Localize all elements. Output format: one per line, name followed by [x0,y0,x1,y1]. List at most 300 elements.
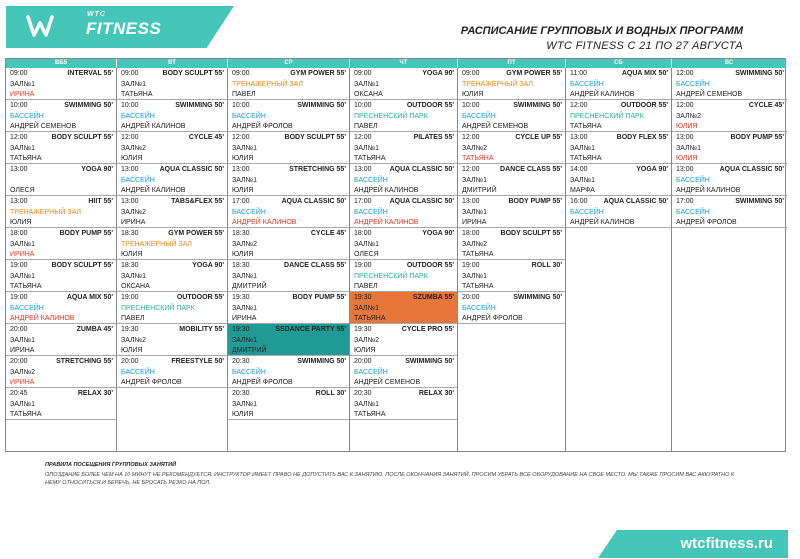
class-name: ZUMBA 45' [76,326,113,333]
class-room: БАССЕЙН [570,208,604,216]
class-name: BODY SCULPT 55' [500,230,562,237]
class-trainer: АНДРЕЙ СЕМЕНОВ [10,123,77,130]
class-time: 10:00 [10,102,28,109]
class-cell[interactable] [228,68,349,100]
class-cell[interactable] [228,196,349,228]
class-trainer: ОКСАНА [121,283,150,290]
class-name: YOGA 90' [636,166,668,173]
class-cell[interactable] [6,324,116,356]
class-name: AQUA CLASSIC 50' [603,198,668,205]
class-room: БАССЕЙН [570,80,604,88]
class-time: 11:00 [570,70,587,77]
class-name: YOGA 90' [192,262,224,269]
class-trainer: ЮЛИЯ [121,347,143,354]
class-cell[interactable] [117,228,227,260]
class-trainer: ОЛЕСЯ [354,251,379,258]
class-room: ЗАЛ№1 [462,272,488,280]
class-trainer: ЮЛИЯ [232,187,254,194]
class-time: 19:00 [10,294,28,301]
class-cell[interactable] [6,68,116,100]
class-room: ЗАЛ№1 [354,240,380,248]
class-name: BODY SCULPT 55' [162,70,224,77]
logo-text-small: WTC [87,11,106,18]
class-room: БАССЕЙН [462,304,496,312]
class-cell[interactable] [566,100,671,132]
class-cell[interactable] [672,164,787,196]
class-room: ЗАЛ№1 [232,304,258,312]
class-time: 13:00 [10,166,28,173]
schedule-grid [5,58,786,452]
class-trainer: АНДРЕЙ ФРОЛОВ [462,315,523,322]
day-column [458,68,566,451]
class-trainer: ЮЛИЯ [354,347,376,354]
class-cell[interactable] [6,292,116,324]
class-room: ЗАЛ№1 [354,400,380,408]
class-time: 20:45 [10,390,28,397]
class-name: BODY PUMP 55' [730,134,784,141]
class-cell[interactable] [672,132,787,164]
class-trainer: ТАТЬЯНА [354,155,386,162]
class-cell[interactable] [350,68,457,100]
class-name: CYCLE 45' [188,134,224,141]
class-room: ЗАЛ№2 [121,336,147,344]
class-trainer: АНДРЕЙ СЕМЕНОВ [354,379,421,386]
class-cell[interactable] [228,100,349,132]
class-room: ЗАЛ№1 [462,176,488,184]
class-name: SWIMMING 50' [513,102,562,109]
website-link[interactable]: wtcfitness.ru [680,535,773,552]
class-trainer: ТАТЬЯНА [10,155,42,162]
class-time: 20:30 [232,390,250,397]
class-room: БАССЕЙН [10,304,44,312]
class-name: RELAX 30' [77,390,113,397]
class-trainer: ТАТЬЯНА [462,251,494,258]
class-time: 19:30 [354,326,372,333]
class-cell[interactable] [350,228,457,260]
class-time: 19:30 [354,294,372,301]
class-time: 12:00 [462,166,480,173]
class-cell[interactable] [228,292,349,324]
class-trainer: ТАТЬЯНА [121,91,153,98]
class-room: БАССЕЙН [121,176,155,184]
class-time: 18:00 [354,230,372,237]
class-name: BODY SCULPT 55' [51,262,113,269]
class-name: DANCE CLASS 55' [500,166,562,173]
class-time: 13:00 [570,134,588,141]
class-room: БАССЕЙН [354,208,388,216]
class-name: SWIMMING 50' [735,198,784,205]
rules-title: ПРАВИЛА ПОСЕЩЕНИЯ ГРУППОВЫХ ЗАНЯТИЙ [45,462,177,468]
class-cell[interactable] [228,228,349,260]
day-header: СР [228,59,350,68]
class-name: CYCLE 45' [310,230,346,237]
class-cell[interactable] [228,260,349,292]
class-name: SWIMMING 50' [175,102,224,109]
class-trainer: ОКСАНА [354,91,383,98]
class-time: 18:00 [10,230,28,237]
class-cell[interactable] [6,260,116,292]
class-cell[interactable] [350,100,457,132]
class-room: ПРЕСНЕНСКИЙ ПАРК [354,112,428,120]
class-cell[interactable] [458,100,565,132]
class-name: GYM POWER 55' [290,70,346,77]
class-cell[interactable] [228,164,349,196]
class-trainer: ДМИТРИЙ [232,347,267,354]
class-time: 14:00 [570,166,588,173]
class-trainer: АНДРЕЙ ФРОЛОВ [232,123,293,130]
class-name: BODY PUMP 55' [292,294,346,301]
class-trainer: ТАТЬЯНА [570,155,602,162]
class-trainer: АНДРЕЙ КАЛИНОВ [121,187,186,194]
class-trainer: ЮЛИЯ [232,155,254,162]
class-name: GYM POWER 55' [506,70,562,77]
class-cell[interactable] [117,68,227,100]
class-name: CYCLE 45' [748,102,784,109]
class-trainer: ИРИНА [232,315,257,322]
class-time: 20:00 [354,358,372,365]
class-room: БАССЕЙН [676,176,710,184]
class-name: SSDANCE PARTY 55' [275,326,346,333]
class-time: 20:00 [10,326,28,333]
class-name: AQUA MIX 50' [621,70,668,77]
class-time: 18:30 [121,262,139,269]
class-name: STRETCHING 55' [289,166,346,173]
class-trainer: ИРИНА [121,219,146,226]
class-time: 09:00 [121,70,139,77]
class-time: 20:30 [354,390,372,397]
class-cell[interactable] [672,196,787,228]
class-time: 17:00 [354,198,372,205]
class-name: INTERVAL 55' [67,70,113,77]
class-room: ЗАЛ№1 [10,336,36,344]
class-name: DANCE CLASS 55' [284,262,346,269]
class-cell[interactable] [672,100,787,132]
class-cell[interactable] [117,196,227,228]
class-name: ROLL 30' [315,390,346,397]
class-name: AQUA CLASSIC 50' [389,198,454,205]
class-time: 19:30 [232,326,250,333]
class-room [10,176,113,187]
class-time: 12:00 [462,134,480,141]
logo-text: FITNESS [86,19,162,38]
class-room: ЗАЛ№2 [121,144,147,152]
class-room: ЗАЛ№2 [121,208,147,216]
class-name: YOGA 90' [81,166,113,173]
day-column [117,68,228,451]
class-cell[interactable] [566,196,671,228]
class-time: 18:00 [462,230,480,237]
class-trainer: ТАТЬЯНА [570,123,602,130]
class-cell[interactable] [566,68,671,100]
class-trainer: АНДРЕЙ СЕМЕНОВ [462,123,529,130]
class-room: ПРЕСНЕНСКИЙ ПАРК [121,304,195,312]
class-time: 10:00 [232,102,250,109]
class-trainer: ПАВЕЛ [354,123,378,130]
class-name: SWIMMING 50' [405,358,454,365]
class-trainer: ПАВЕЛ [232,91,256,98]
class-room: ЗАЛ№1 [10,80,36,88]
class-room: ЗАЛ№1 [232,176,258,184]
class-time: 10:00 [462,102,480,109]
class-cell[interactable] [117,260,227,292]
class-room: БАССЕЙН [676,208,710,216]
class-room: ЗАЛ№1 [10,272,36,280]
class-trainer: АНДРЕЙ КАЛИНОВ [676,187,741,194]
class-trainer: ТАТЬЯНА [462,283,494,290]
class-time: 10:00 [121,102,139,109]
class-room: ЗАЛ№1 [676,144,702,152]
class-time: 13:00 [676,134,694,141]
class-trainer: АНДРЕЙ КАЛИНОВ [10,315,75,322]
class-trainer: АНДРЕЙ ФРОЛОВ [232,379,293,386]
rules-text: ОПОЗДАНИЕ БОЛЕЕ ЧЕМ НА 10 МИНУТ НЕ РЕКОМЕНДУЕТСЯ. ИНСТРУКТОР ИМЕЕТ ПРАВО НЕ ДОПУСТИТЬ ВАС К ЗАНЯТИЮ. ПОСЛЕ ОКОНЧАНИЯ ЗАНЯТИЙ, ПРОСИМ УБРАТЬ ВСЕ ОБОРУДОВАНИЕ НА СВОЕ МЕСТО. МЫ ТАКЖЕ ПРОСИМ ВАС АККУРАТНО К НЕМУ ОТНОСИТЬСЯ И БЕРЕЧЬ, НЕ БРОСАТЬ РЕЗКО НА ПОЛ. [45,472,735,486]
class-room: ЗАЛ№2 [232,240,258,248]
class-time: 17:00 [676,198,694,205]
class-name: AQUA CLASSIC 50' [159,166,224,173]
day-header: СБ [566,59,672,68]
class-name: SWIMMING 50' [297,102,346,109]
class-cell[interactable] [6,196,116,228]
class-room: ЗАЛ№1 [232,144,258,152]
class-cell[interactable] [6,100,116,132]
day-header: ВС [672,59,787,68]
class-name: BODY SCULPT 55' [284,134,346,141]
class-time: 13:00 [354,166,372,173]
class-trainer: АНДРЕЙ КАЛИНОВ [121,123,186,130]
class-cell[interactable] [350,388,457,420]
class-trainer: ИРИНА [10,347,35,354]
class-cell[interactable] [350,132,457,164]
class-name: SZUMBA 55' [412,294,454,301]
class-trainer: ТАТЬЯНА [354,411,386,418]
class-time: 09:00 [232,70,250,77]
class-cell[interactable] [6,132,116,164]
class-name: AQUA CLASSIC 50' [281,198,346,205]
class-name: BODY PUMP 55' [59,230,113,237]
day-header: ВБ5 [6,59,117,68]
class-cell[interactable] [6,356,116,388]
class-room: БАССЕЙН [354,368,388,376]
page-title: РАСПИСАНИЕ ГРУППОВЫХ И ВОДНЫХ ПРОГРАММ [460,25,743,37]
class-name: HIIT 55' [88,198,113,205]
class-room: ТРЕНАЖЕРНЫЙ ЗАЛ [121,240,193,248]
day-column [672,68,787,451]
class-room: ЗАЛ№2 [354,336,380,344]
class-room: ЗАЛ№1 [570,176,596,184]
class-cell[interactable] [458,132,565,164]
class-time: 13:00 [232,166,250,173]
class-cell[interactable] [458,228,565,260]
class-trainer: ТАТЬЯНА [10,283,42,290]
class-time: 18:30 [232,262,250,269]
class-time: 09:00 [462,70,480,77]
class-cell[interactable] [117,132,227,164]
class-trainer: ИРИНА [462,219,487,226]
class-cell[interactable] [350,356,457,388]
class-trainer: ЮЛИЯ [232,411,254,418]
class-room: БАССЕЙН [10,112,44,120]
class-room: ЗАЛ№1 [232,336,258,344]
class-trainer: ЮЛИЯ [10,219,32,226]
day-header: ВТ [117,59,228,68]
class-name: MOBILITY 55' [179,326,224,333]
class-room: ЗАЛ№1 [232,400,258,408]
class-name: OUTDOOR 55' [620,102,668,109]
class-time: 13:00 [121,198,139,205]
class-room: ЗАЛ№1 [10,400,36,408]
class-cell[interactable] [6,228,116,260]
class-time: 18:30 [121,230,139,237]
class-cell[interactable] [458,68,565,100]
class-trainer: ТАТЬЯНА [354,315,386,322]
class-name: YOGA 90' [422,70,454,77]
class-cell[interactable] [117,324,227,356]
class-room: ЗАЛ№1 [354,80,380,88]
class-trainer: ЮЛИЯ [676,155,698,162]
class-name: GYM POWER 55' [168,230,224,237]
class-name: ROLL 30' [531,262,562,269]
class-time: 09:00 [10,70,28,77]
class-name: OUTDOOR 55' [406,102,454,109]
class-name: SWIMMING 50' [64,102,113,109]
class-name: BODY SCULPT 55' [51,134,113,141]
class-room: ТРЕНАЖЕРНЫЙ ЗАЛ [10,208,82,216]
class-cell[interactable] [228,132,349,164]
class-cell[interactable] [458,292,565,324]
class-trainer: ИРИНА [10,379,35,386]
class-room: БАССЕЙН [354,176,388,184]
class-room: ЗАЛ№1 [10,144,36,152]
class-time: 19:00 [354,262,372,269]
class-time: 20:00 [462,294,480,301]
class-name: AQUA CLASSIC 50' [719,166,784,173]
class-room: ЗАЛ№1 [570,144,596,152]
class-room: ТРЕНАЖЕРНЫЙ ЗАЛ [462,80,534,88]
day-header: ЧТ [350,59,458,68]
class-name: OUTDOOR 55' [406,262,454,269]
class-time: 19:30 [232,294,250,301]
class-trainer: АНДРЕЙ КАЛИНОВ [570,219,635,226]
class-room: БАССЕЙН [232,208,266,216]
class-room: ЗАЛ№1 [121,272,147,280]
day-column [228,68,350,451]
class-cell[interactable] [566,132,671,164]
class-name: YOGA 90' [422,230,454,237]
class-name: CYCLE PRO 55' [401,326,454,333]
class-cell[interactable] [566,164,671,196]
class-time: 20:00 [10,358,28,365]
class-trainer: АНДРЕЙ КАЛИНОВ [232,219,297,226]
class-trainer: ИРИНА [10,91,35,98]
class-room: БАССЕЙН [232,368,266,376]
class-time: 17:00 [232,198,250,205]
class-time: 19:00 [10,262,28,269]
class-name: TABS&FLEX 55' [171,198,224,205]
class-room: ЗАЛ№1 [354,304,380,312]
class-cell[interactable] [6,388,116,420]
class-room: ЗАЛ№2 [676,112,702,120]
class-trainer: ПАВЕЛ [354,283,378,290]
class-trainer: ЮЛИЯ [676,123,698,130]
class-cell[interactable] [350,324,457,356]
class-name: OUTDOOR 55' [176,294,224,301]
class-cell[interactable] [350,196,457,228]
class-cell[interactable] [117,356,227,388]
class-room: ЗАЛ№2 [462,144,488,152]
class-trainer: АНДРЕЙ КАЛИНОВ [354,187,419,194]
class-room: БАССЕЙН [232,112,266,120]
class-time: 16:00 [570,198,588,205]
class-trainer: ПАВЕЛ [121,315,145,322]
day-column [350,68,458,451]
class-room: БАССЕЙН [121,112,155,120]
class-time: 19:30 [121,326,139,333]
class-room: ЗАЛ№1 [232,272,258,280]
class-time: 19:00 [121,294,139,301]
class-name: AQUA MIX 50' [66,294,113,301]
class-name: STRETCHING 55' [56,358,113,365]
day-column [6,68,117,451]
class-room: ПРЕСНЕНСКИЙ ПАРК [570,112,644,120]
class-cell[interactable] [350,164,457,196]
class-time: 10:00 [354,102,372,109]
class-room: БАССЕЙН [676,80,710,88]
class-room: ЗАЛ№1 [354,144,380,152]
class-time: 20:00 [121,358,139,365]
class-trainer: АНДРЕЙ КАЛИНОВ [354,219,419,226]
class-cell[interactable] [6,164,116,196]
class-trainer: ИРИНА [10,251,35,258]
class-cell[interactable] [350,292,457,324]
class-room: ЗАЛ№1 [462,208,488,216]
class-cell[interactable] [117,164,227,196]
class-name: RELAX 30' [418,390,454,397]
class-cell[interactable] [228,356,349,388]
class-time: 18:30 [232,230,250,237]
day-column [566,68,672,451]
class-time: 13:00 [121,166,139,173]
class-cell[interactable] [672,68,787,100]
class-cell[interactable] [117,100,227,132]
class-cell[interactable] [458,164,565,196]
class-trainer: ЮЛИЯ [232,251,254,258]
class-trainer: ЮЛИЯ [121,155,143,162]
class-trainer: ТАТЬЯНА [462,155,494,162]
class-time: 12:00 [570,102,588,109]
class-time: 12:00 [676,102,694,109]
class-trainer: ЮЛИЯ [462,91,484,98]
class-cell[interactable] [458,260,565,292]
class-trainer: ТАТЬЯНА [10,411,42,418]
class-room: ТРЕНАЖЕРНЫЙ ЗАЛ [232,80,304,88]
class-time: 12:00 [232,134,250,141]
class-name: SWIMMING 50' [735,70,784,77]
class-time: 19:00 [462,262,480,269]
class-time: 13:00 [10,198,28,205]
logo-mark-icon [26,13,54,39]
class-trainer: ЮЛИЯ [121,251,143,258]
class-time: 09:00 [354,70,372,77]
class-name: SWIMMING 50' [513,294,562,301]
class-cell[interactable] [228,324,349,356]
class-cell[interactable] [228,388,349,420]
day-header: ПТ [458,59,566,68]
class-name: BODY PUMP 55' [508,198,562,205]
class-cell[interactable] [350,260,457,292]
class-cell[interactable] [458,196,565,228]
class-cell[interactable] [117,292,227,324]
class-room: БАССЕЙН [462,112,496,120]
